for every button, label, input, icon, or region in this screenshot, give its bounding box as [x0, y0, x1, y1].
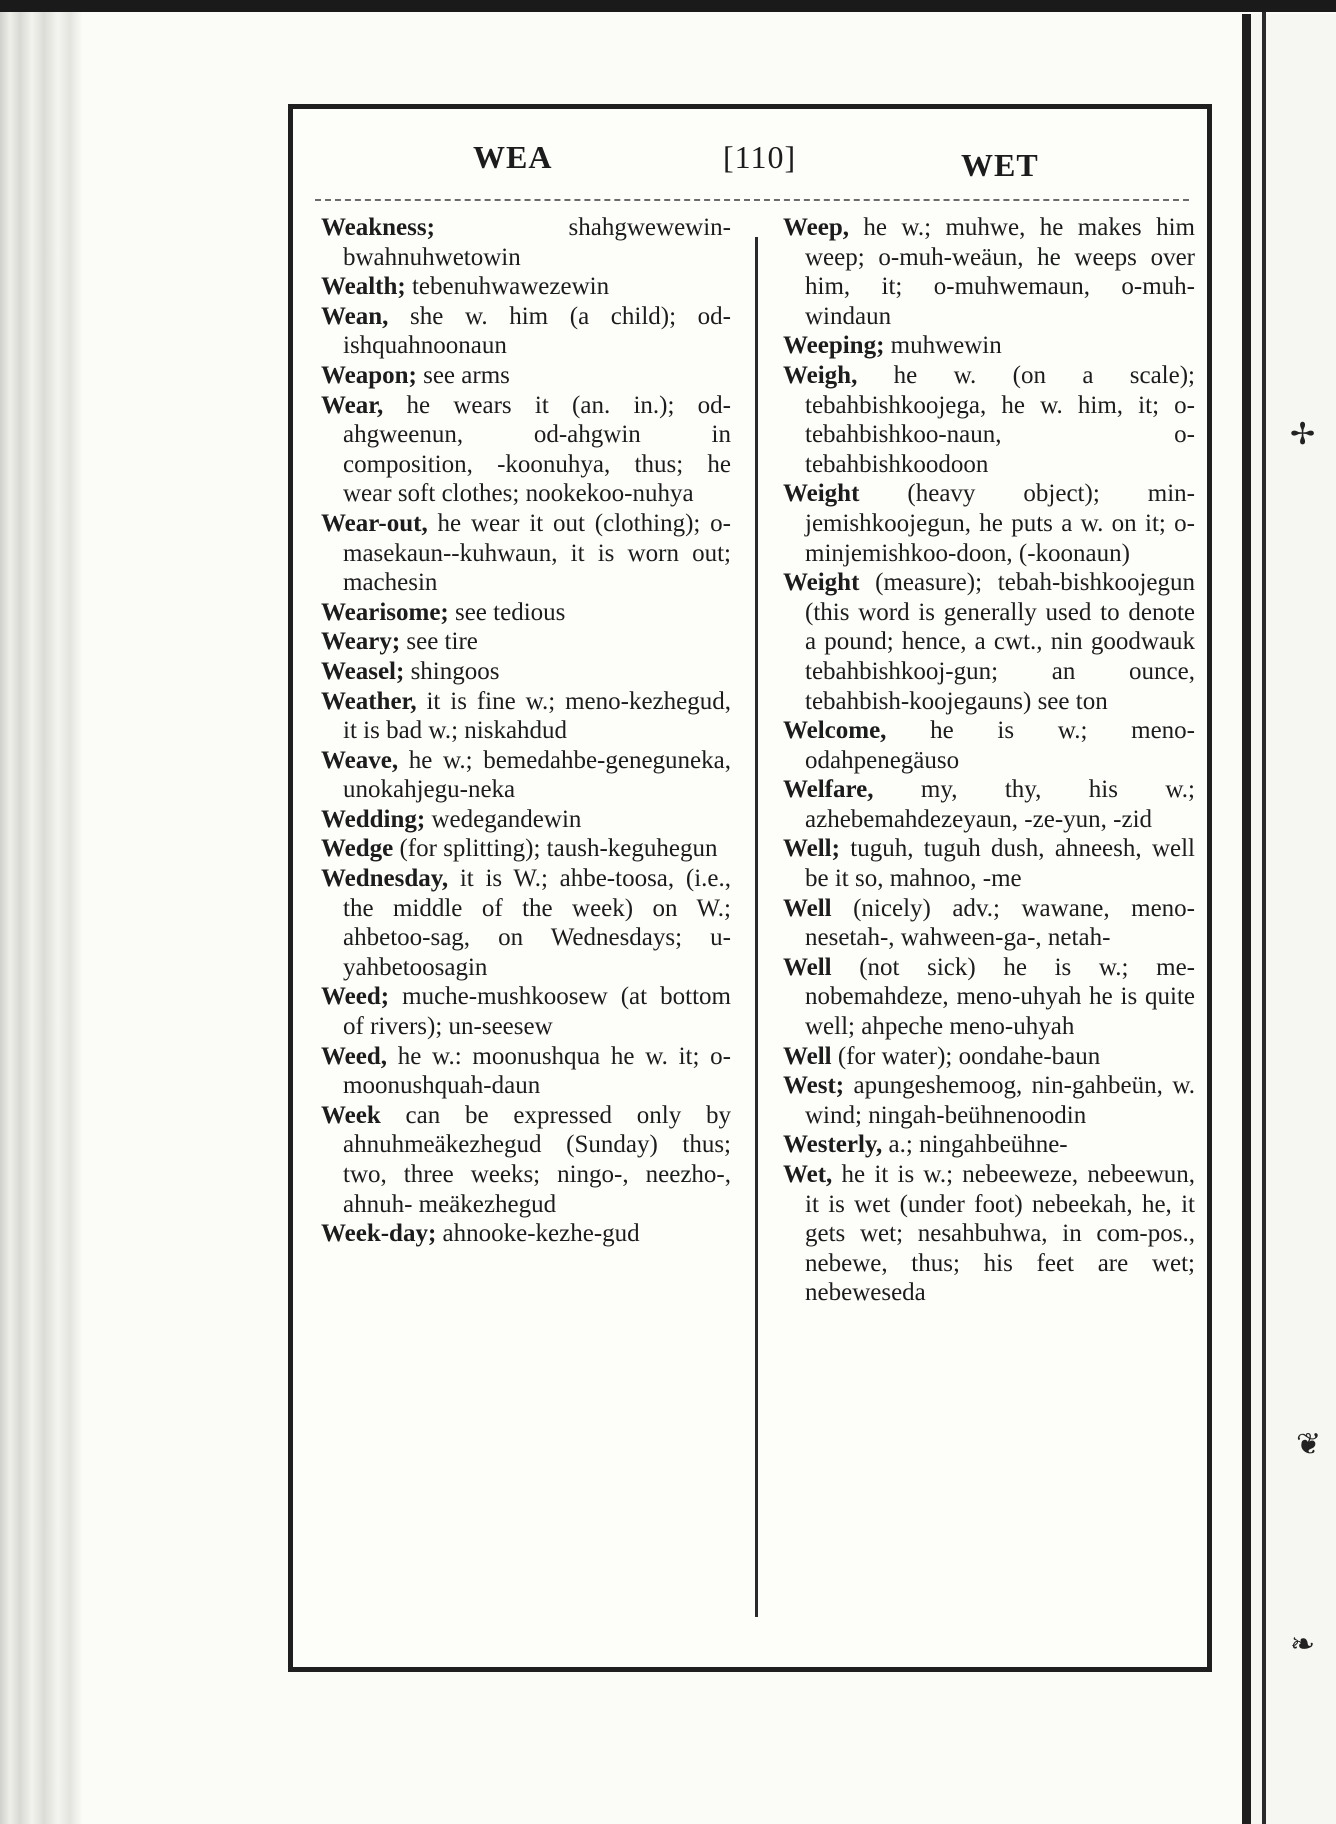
dictionary-entry	[783, 953, 1195, 1042]
dictionary-entry	[321, 302, 731, 361]
entry-headword: Welcome,	[783, 717, 887, 745]
entry-definition: she w. him (a child); od-ishquahnoonaun	[343, 302, 731, 360]
entry-headword: West;	[783, 1072, 845, 1100]
entry-definition: shingoos	[404, 657, 500, 685]
dictionary-entry	[321, 657, 731, 687]
dictionary-entry	[783, 479, 1195, 568]
entry-headword: Week	[321, 1101, 381, 1129]
entry-headword: Wearisome;	[321, 598, 449, 626]
entry-definition: muche-mushkoosew (at bottom of rivers); un-seesew	[343, 983, 731, 1041]
dictionary-entry	[783, 1042, 1195, 1072]
entry-definition: my, thy, his w.; azhebemahdezeyaun, -ze-yun, -zid	[805, 776, 1195, 833]
entry-definition: he wears it (an. in.); od-ahgweenun, od-ahgwin in composition, -koonuhya, thus; he wear soft clothes; nookekoo-nuhya	[343, 391, 731, 508]
entry-definition: he w.; muhwe, he makes him weep; o-muh-weäun, he weeps over him, it; o-muhwemaun, o-muh-windaun	[805, 214, 1195, 330]
entry-definition: (heavy object); min-jemishkoojegun, he puts a w. on it; o-minjemishkoo-doon, (-koonaun)	[805, 480, 1195, 567]
entry-definition: see tire	[400, 628, 478, 656]
entry-headword: Weigh,	[783, 361, 858, 389]
entry-headword: Weakness;	[321, 214, 435, 241]
dictionary-entry	[783, 568, 1195, 716]
entry-headword: Weeping;	[783, 332, 885, 360]
entry-headword: Weep,	[783, 214, 849, 241]
dictionary-entry	[321, 864, 731, 982]
entry-headword: Weed,	[321, 1042, 387, 1070]
entry-definition: (for water); oondahe-baun	[831, 1042, 1101, 1070]
entry-headword: Wedge	[321, 835, 394, 863]
entry-headword: Weasel;	[321, 657, 405, 685]
right-column	[783, 213, 1195, 1308]
header-left-guide-word: WEA	[473, 139, 553, 175]
entry-headword: Well	[783, 953, 832, 981]
entry-definition: he wear it out (clothing); o-masekaun--kuhwaun, it is worn out; machesin	[343, 509, 731, 597]
column-divider	[755, 237, 758, 1617]
entry-definition: he w.: moonushqua he w. it; o-moonushquah-daun	[343, 1042, 731, 1100]
entry-definition: it is W.; ahbe-toosa, (i.e., the middle of the week) on W.; ahbetoo-sag, on Wednesdays; u-yahbetoosagin	[343, 865, 731, 981]
dictionary-entry	[783, 775, 1195, 834]
entry-headword: Wear,	[321, 391, 384, 419]
entry-headword: Wedding;	[321, 805, 426, 833]
entry-definition: tebenuhwawezewin	[405, 273, 610, 301]
entry-definition: see tedious	[448, 598, 566, 626]
dictionary-entry	[321, 213, 731, 272]
dictionary-entry	[783, 361, 1195, 479]
dictionary-entry	[321, 361, 731, 391]
entry-definition: a.; ningahbeühne-	[882, 1131, 1068, 1159]
dictionary-entry	[321, 982, 731, 1041]
entry-definition: it is fine w.; meno-kezhegud, it is bad w.; niskahdud	[343, 687, 731, 745]
book-page-edges	[0, 12, 82, 1824]
entry-definition: muhwewin	[884, 332, 1002, 360]
ornament-icon: ❦	[1296, 1428, 1322, 1461]
entry-headword: Weight	[783, 480, 860, 508]
dictionary-entry	[783, 834, 1195, 893]
entry-headword: Wealth;	[321, 273, 406, 301]
entry-headword: Wean,	[321, 302, 389, 330]
dictionary-entry	[783, 1160, 1195, 1308]
entry-definition: he w. (on a scale); tebahbishkoojega, he w. him, it; o-tebahbishkoo-naun, o-tebahbishkoodoon	[805, 361, 1195, 478]
page-header	[293, 109, 1207, 193]
book-gutter-line	[1242, 14, 1251, 1824]
entry-definition: shahgwewewin-bwahnuhwetowin	[343, 214, 731, 271]
dictionary-entry	[321, 509, 731, 598]
entry-definition: he is w.; meno-odahpenegäuso	[805, 717, 1195, 774]
dictionary-entry	[783, 1130, 1195, 1160]
entry-headword: Well	[783, 1042, 832, 1070]
dictionary-entry	[321, 1219, 731, 1249]
left-column	[321, 213, 731, 1249]
entry-headword: Well	[783, 894, 832, 922]
dictionary-entry	[321, 391, 731, 509]
entry-headword: Well;	[783, 835, 840, 863]
dictionary-entry	[783, 894, 1195, 953]
entry-definition: (for splitting); taush-keguhegun	[393, 835, 718, 863]
entry-definition: (measure); tebah-bishkoojegun (this word is generally used to denote a pound; hence, a cwt., nin goodwauk tebahbishkooj-gun; an ounce, tebahbish-koojegauns) see ton	[805, 569, 1195, 715]
dictionary-entry	[321, 687, 731, 746]
facing-page-border	[1262, 12, 1266, 1824]
ornament-icon: ✢	[1290, 418, 1316, 451]
page-number: [110]	[723, 139, 797, 175]
dictionary-entry	[321, 272, 731, 302]
entry-definition: tuguh, tuguh dush, ahneesh, well be it so, mahnoo, -me	[805, 835, 1195, 893]
entry-definition: (not sick) he is w.; me-nobemahdeze, meno-uhyah he is quite well; ahpeche meno-uhyah	[805, 953, 1195, 1041]
entry-definition: ahnooke-kezhe-gud	[436, 1220, 640, 1248]
dictionary-entry	[321, 746, 731, 805]
entry-definition: wedegandewin	[425, 805, 582, 833]
header-rule	[315, 199, 1189, 201]
dictionary-page	[288, 104, 1212, 1672]
dictionary-entry	[321, 627, 731, 657]
entry-headword: Weave,	[321, 746, 399, 774]
entry-definition: apungeshemoog, nin-gahbeün, w. wind; ningah-beühnenoodin	[805, 1072, 1195, 1129]
entry-headword: Wednesday,	[321, 865, 449, 893]
entry-headword: Wet,	[783, 1161, 833, 1188]
entry-headword: Weight	[783, 569, 860, 597]
dictionary-entry	[321, 834, 731, 864]
scan-top-shadow	[0, 0, 1336, 12]
entry-headword: Weapon;	[321, 361, 417, 389]
dictionary-entry	[321, 1042, 731, 1101]
dictionary-entry	[783, 716, 1195, 775]
dictionary-entry	[783, 1071, 1195, 1130]
entry-headword: Week-day;	[321, 1220, 437, 1248]
entry-definition: he w.; bemedahbe-geneguneka, unokahjegu-neka	[343, 746, 731, 804]
dictionary-entry	[321, 805, 731, 835]
entry-definition: he it is w.; nebeeweze, nebeewun, it is wet (under foot) nebeekah, he, it gets wet; nesahbuhwa, in com-pos., nebewe, thus; his feet are wet; nebeweseda	[805, 1161, 1195, 1307]
entry-definition: can be expressed only by ahnuhmeäkezhegud (Sunday) thus; two, three weeks; ningo-, neezho-, ahnuh- meäkezhegud	[343, 1101, 731, 1218]
entry-headword: Weather,	[321, 687, 417, 715]
dictionary-entry	[321, 598, 731, 628]
entry-headword: Weary;	[321, 628, 401, 656]
entry-headword: Westerly,	[783, 1131, 883, 1159]
entry-definition: see arms	[416, 361, 510, 389]
entry-definition: (nicely) adv.; wawane, meno-nesetah-, wahween-ga-, netah-	[805, 894, 1195, 952]
entry-headword: Weed;	[321, 983, 390, 1011]
entry-headword: Wear-out,	[321, 509, 428, 537]
dictionary-entry	[783, 331, 1195, 361]
entry-headword: Welfare,	[783, 776, 874, 804]
ornament-icon: ❧	[1290, 1628, 1316, 1661]
dictionary-entry	[783, 213, 1195, 331]
header-right-guide-word: WET	[961, 147, 1039, 183]
dictionary-entry	[321, 1101, 731, 1219]
